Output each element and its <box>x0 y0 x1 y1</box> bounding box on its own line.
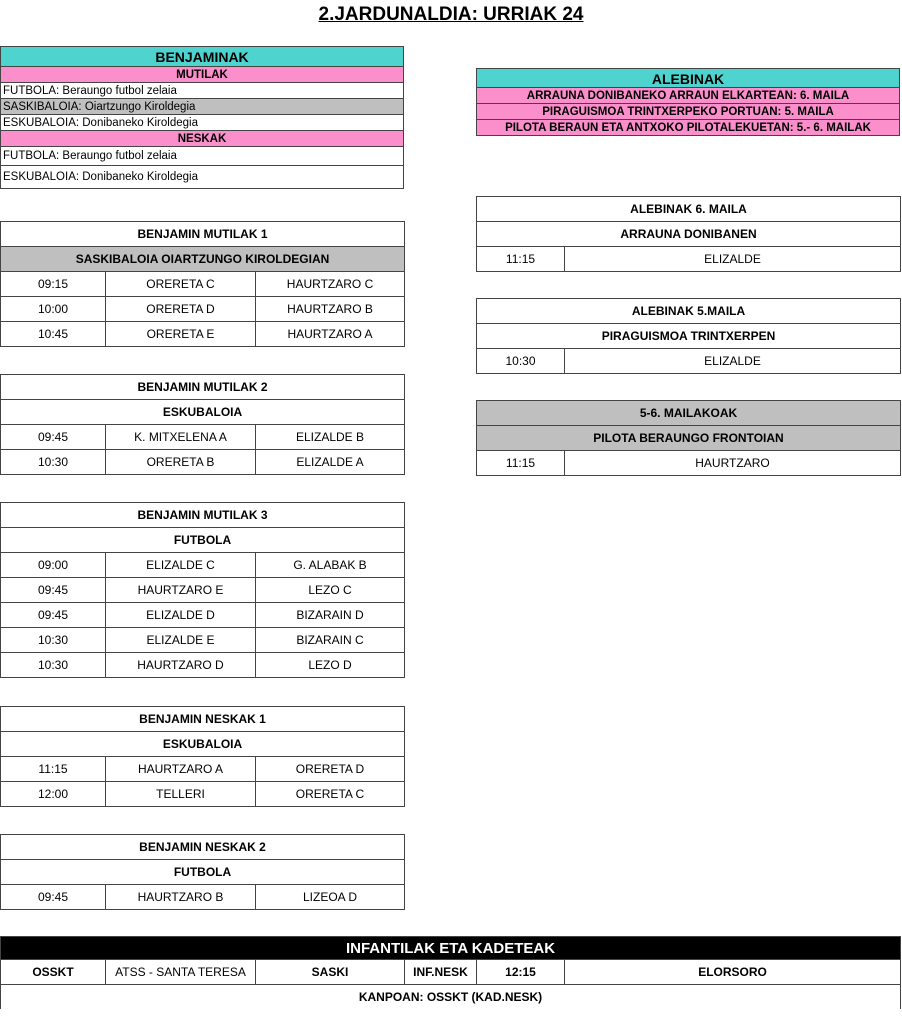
home-team: ORERETA E <box>106 322 256 347</box>
schedule-benjamin-neskak-2 <box>0 834 405 910</box>
alebinak-item: PIRAGUISMOA TRINTXERPEKO PORTUAN: 5. MAILA <box>477 104 900 120</box>
alebinak-info <box>476 68 900 136</box>
schedule-benjamin-mutilak-2 <box>0 374 405 475</box>
schedule-benjamin-neskak-1 <box>0 706 405 807</box>
home-team: ORERETA B <box>106 450 256 475</box>
away-team: LEZO D <box>256 653 405 678</box>
schedule-title: BENJAMIN NESKAK 2 <box>1 835 405 860</box>
match-time: 12:15 <box>477 960 565 985</box>
away-team: BIZARAIN D <box>256 603 405 628</box>
match-time: 10:00 <box>1 297 106 322</box>
schedule-benjamin-mutilak-1 <box>0 221 405 347</box>
home-team: ORERETA C <box>106 272 256 297</box>
neskak-header: NESKAK <box>1 131 404 147</box>
table-row <box>1 757 405 782</box>
match-time: 09:00 <box>1 553 106 578</box>
away-team: G. ALABAK B <box>256 553 405 578</box>
alebinak-header: ALEBINAK <box>477 69 900 88</box>
schedule-sport: PIRAGUISMOA TRINTXERPEN <box>477 324 901 349</box>
home-team: HAURTZARO B <box>106 885 256 910</box>
match-time: 11:15 <box>477 451 565 476</box>
match-time: 11:15 <box>1 757 106 782</box>
schedule-title: BENJAMIN MUTILAK 2 <box>1 375 405 400</box>
table-row <box>1 653 405 678</box>
table-row <box>1 297 405 322</box>
home-team: ELIZALDE D <box>106 603 256 628</box>
match-time: 10:30 <box>1 628 106 653</box>
away-team: HAURTZARO C <box>256 272 405 297</box>
home-team: HAURTZARO A <box>106 757 256 782</box>
schedule-sport: FUTBOLA <box>1 860 405 885</box>
away-team: ORERETA C <box>256 782 405 807</box>
schedule-sport: SASKIBALOIA OIARTZUNGO KIROLDEGIAN <box>1 247 405 272</box>
schedule-sport: FUTBOLA <box>1 528 405 553</box>
home-team: ELIZALDE C <box>106 553 256 578</box>
table-row <box>477 247 901 272</box>
table-row <box>1 322 405 347</box>
away-team: LEZO C <box>256 578 405 603</box>
table-row <box>1 450 405 475</box>
away-team: ELIZALDE A <box>256 450 405 475</box>
schedule-benjamin-mutilak-3 <box>0 502 405 678</box>
match-time: 10:30 <box>477 349 565 374</box>
table-row <box>477 349 901 374</box>
schedule-5-6-mailakoak <box>476 400 901 476</box>
page-title: 2.JARDUNALDIA: URRIAK 24 <box>318 4 584 25</box>
match-time: 11:15 <box>477 247 565 272</box>
team: ELIZALDE <box>565 349 901 374</box>
schedule-title: BENJAMIN MUTILAK 1 <box>1 222 405 247</box>
table-row <box>1 628 405 653</box>
match: ATSS - SANTA TERESA <box>106 960 256 985</box>
alebinak-item: PILOTA BERAUN ETA ANTXOKO PILOTALEKUETAN: 5.- 6. MAILAK <box>477 120 900 136</box>
match-time: 09:45 <box>1 885 106 910</box>
table-row <box>1 885 405 910</box>
neskak-item: FUTBOLA: Beraungo futbol zelaia <box>1 147 404 166</box>
table-row <box>1 578 405 603</box>
table-row <box>1 603 405 628</box>
schedule-title: ALEBINAK 6. MAILA <box>477 197 901 222</box>
mutilak-header: MUTILAK <box>1 67 404 83</box>
schedule-sport: PILOTA BERAUNGO FRONTOIAN <box>477 426 901 451</box>
home-team: K. MITXELENA A <box>106 425 256 450</box>
match-time: 09:45 <box>1 603 106 628</box>
alebinak-item: ARRAUNA DONIBANEKO ARRAUN ELKARTEAN: 6. MAILA <box>477 88 900 104</box>
table-row <box>1 782 405 807</box>
schedule-sport: ARRAUNA DONIBANEN <box>477 222 901 247</box>
mutilak-item: SASKIBALOIA: Oiartzungo Kiroldegia <box>1 99 404 115</box>
away-team: ELIZALDE B <box>256 425 405 450</box>
match-time: 09:45 <box>1 425 106 450</box>
sport: SASKI <box>256 960 405 985</box>
infantilak-kadeteak-table <box>0 936 901 1009</box>
match-time: 10:30 <box>1 450 106 475</box>
home-team: ORERETA D <box>106 297 256 322</box>
mutilak-item: FUTBOLA: Beraungo futbol zelaia <box>1 83 404 99</box>
home-team: HAURTZARO D <box>106 653 256 678</box>
table-row <box>1 272 405 297</box>
schedule-alebinak-5-maila <box>476 298 901 374</box>
home-team: ELIZALDE E <box>106 628 256 653</box>
match-time: 12:00 <box>1 782 106 807</box>
away-team: BIZARAIN C <box>256 628 405 653</box>
away-team: HAURTZARO B <box>256 297 405 322</box>
club: OSSKT <box>1 960 106 985</box>
home-team: TELLERI <box>106 782 256 807</box>
match-time: 09:15 <box>1 272 106 297</box>
infantilak-header: INFANTILAK ETA KADETEAK <box>1 937 901 960</box>
table-row <box>1 425 405 450</box>
category: INF.NESK <box>405 960 477 985</box>
schedule-title: 5-6. MAILAKOAK <box>477 401 901 426</box>
away-team: ORERETA D <box>256 757 405 782</box>
away-team: LIZEOA D <box>256 885 405 910</box>
team: HAURTZARO <box>565 451 901 476</box>
table-row <box>1 553 405 578</box>
match-time: 10:45 <box>1 322 106 347</box>
schedule-sport: ESKUBALOIA <box>1 400 405 425</box>
schedule-sport: ESKUBALOIA <box>1 732 405 757</box>
schedule-title: ALEBINAK 5.MAILA <box>477 299 901 324</box>
table-row <box>1 960 901 985</box>
schedule-title: BENJAMIN NESKAK 1 <box>1 707 405 732</box>
match-time: 09:45 <box>1 578 106 603</box>
away-team: HAURTZARO A <box>256 322 405 347</box>
schedule-title: BENJAMIN MUTILAK 3 <box>1 503 405 528</box>
kanpoan-note: KANPOAN: OSSKT (KAD.NESK) <box>1 985 901 1010</box>
neskak-item: ESKUBALOIA: Donibaneko Kiroldegia <box>1 166 404 189</box>
venue: ELORSORO <box>565 960 901 985</box>
team: ELIZALDE <box>565 247 901 272</box>
mutilak-item: ESKUBALOIA: Donibaneko Kiroldegia <box>1 115 404 131</box>
home-team: HAURTZARO E <box>106 578 256 603</box>
match-time: 10:30 <box>1 653 106 678</box>
benjaminak-info <box>0 46 404 189</box>
benjaminak-header: BENJAMINAK <box>1 47 404 67</box>
schedule-alebinak-6-maila <box>476 196 901 272</box>
table-row <box>477 451 901 476</box>
